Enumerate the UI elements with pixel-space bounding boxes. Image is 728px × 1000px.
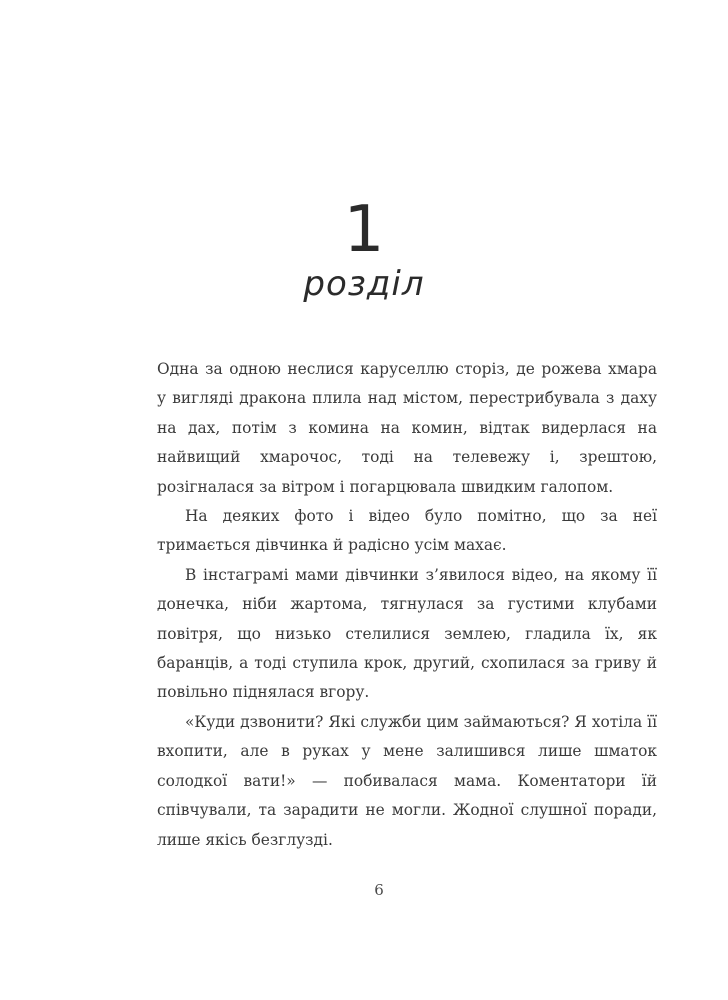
paragraph: На деяких фото і відео було помітно, що за неї тримається дівчинка й радісно усім махає. [157,507,657,555]
chapter-number: 1 [343,193,385,267]
body-text [157,355,657,855]
page-number: 6 [374,881,384,899]
paragraph: Одна за одною неслися каруселлю сторіз, де рожева хмара у вигляді дракона плила над містом, перестрибувала з даху на дах, потім з комина на комин, відтак видерлася на найвищий хмарочос, тоді на телевежу і, зрештою, розігналася за вітром і погарцювала швидким галопом. [157,360,657,496]
paragraph: «Куди дзвонити? Які служби цим займаються? Я хотіла її вхопити, але в руках у мене залишився лише шматок солодкої вати!» — побивалася мама. Коментатори їй співчували, та зарадити не могли. Жодної слушної поради, лише якісь безглузді. [157,712,657,849]
chapter-heading: розділ [303,264,425,304]
paragraph: В інстаграмі мами дівчинки з’явилося відео, на якому її донечка, ніби жартома, тягнулася за густими клубами повітря, що низько стелилися землею, гладила їх, як баранців, а тоді ступила крок, другий, схопилася за гриву й повільно піднялася вгору. [157,565,657,702]
